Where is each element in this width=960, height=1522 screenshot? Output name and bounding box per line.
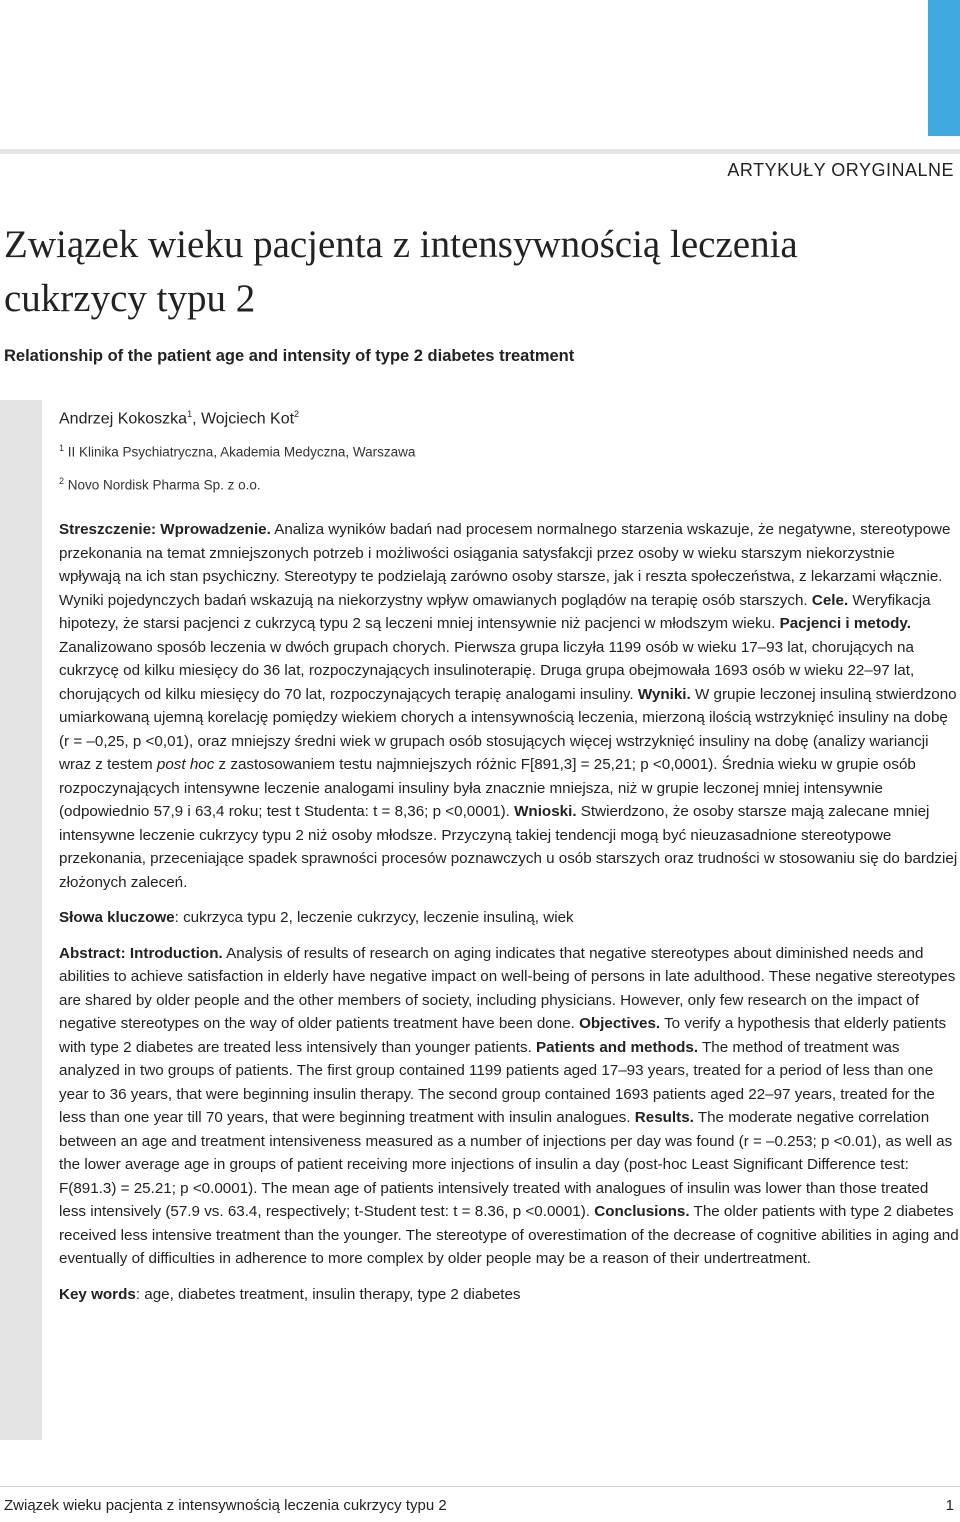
left-margin-band bbox=[0, 400, 42, 1440]
abstract-heading: Introduction. bbox=[125, 944, 223, 962]
polish-keywords bbox=[59, 906, 959, 930]
page-number: 1 bbox=[945, 1497, 954, 1514]
article-subtitle: Relationship of the patient age and intensity of type 2 diabetes treatment bbox=[4, 347, 575, 365]
author-name: Wojciech Kot bbox=[200, 410, 295, 428]
affiliation-marker: 2 bbox=[294, 409, 300, 419]
affiliation-text: Novo Nordisk Pharma Sp. z o.o. bbox=[64, 477, 261, 493]
abstract-text: To verify a hypothesis that elderly patients with type 2 diabetes are treated less intensively than younger patients. bbox=[59, 1015, 947, 1056]
abstract-text: Stwierdzono, że osoby starsze mają zalecane mniej intensywne leczenie cukrzycy typu 2 niż osoby młodsze. Przyczyną takiej tendencji mogą być nieuzasadnione stereotypowe przekonania, przeceniające spadek sprawności procesów poznawczych u osób starszych oraz trudności w stosowaniu się do bardziej złożonych zaleceń. bbox=[59, 803, 958, 891]
article-body bbox=[59, 404, 959, 1306]
abstract-heading: Results. bbox=[630, 1109, 694, 1127]
abstract-heading: Pacjenci i metody. bbox=[775, 615, 911, 633]
affiliation bbox=[59, 439, 959, 462]
abstract-heading: Wprowadzenie. bbox=[156, 521, 271, 539]
abstract-text: W grupie leczonej insuliną stwierdzono umiarkowaną ujemną korelację pomiędzy wiekiem chorych a intensywnością leczenia, mierzoną ilością wstrzyknięć insuliny na dobę (r = –0,25, p <0,01), oraz mniejszy średni wiek w grupach osób stosujących więcej wstrzyknięć insuliny na dobę (analizy wariancji wraz z testem bbox=[59, 685, 957, 774]
abstract-heading: Conclusions. bbox=[590, 1203, 690, 1221]
abstract-text: Analiza wyników badań nad procesem normalnego starzenia wskazuje, że negatywne, stereotypowe przekonania na temat zmniejszonych potrzeb i możliwości osiągania satysfakcji przez osoby w wieku starszym niekorzystnie wpływają na ich stan psychiczny. Stereotypy te podzielają zarówno osoby starsze, jak i reszta społeczeństwa, z lekarzami włącznie. Wyniki pojedynczych badań wskazują na niekorzystny wpływ omawianych poglądów na terapię osób starszych. bbox=[59, 521, 951, 609]
abstract-label: Streszczenie: bbox=[59, 521, 157, 539]
abstract-heading: Wyniki. bbox=[633, 685, 691, 703]
keywords-text: : age, diabetes treatment, insulin therapy, type 2 diabetes bbox=[135, 1285, 521, 1303]
abstract-heading: Objectives. bbox=[574, 1015, 661, 1033]
running-title: Związek wieku pacjenta z intensywnością leczenia cukrzycy typu 2 bbox=[4, 1497, 447, 1514]
keywords-text: : cukrzyca typu 2, leczenie cukrzycy, leczenie insuliną, wiek bbox=[174, 909, 574, 927]
authors bbox=[59, 404, 959, 429]
keywords-label: Key words bbox=[59, 1285, 136, 1303]
article-title: Związek wieku pacjenta z intensywnością leczenia cukrzycy typu 2 bbox=[4, 223, 798, 320]
affiliation-marker: 2 bbox=[59, 475, 65, 486]
abstract-text: z zastosowaniem testu najmniejszych różnic F[891,3] = 25,21; p <0,0001). Średnia wieku w grupie osób rozpoczynających intensywne leczenie analogami insuliny była znacznie mniejsza, niż w grupie leczonej mniej intensywnie (odpowiednio 57,9 i 63,4 roku; test t Studenta: t = 8,36; p <0,0001). bbox=[59, 756, 916, 821]
english-abstract bbox=[59, 942, 959, 1271]
keywords-label: Słowa kluczowe bbox=[59, 909, 175, 927]
abstract-text: The method of treatment was analyzed in two groups of patients. The first group contained 1199 patients aged 17–93 years, treated for a period of less than one year to 36 years, that were beginning insulin therapy. The second group contained 1693 patients aged 22–97 years, treated for the less than one year till 70 years, that were beginning treatment with insulin analogues. bbox=[59, 1038, 935, 1127]
affiliation-marker: 1 bbox=[187, 409, 193, 419]
abstract-heading: Wnioski. bbox=[509, 803, 577, 821]
abstract-heading: Cele. bbox=[807, 591, 849, 609]
abstract-text: Zanalizowano sposób leczenia w dwóch grupach chorych. Pierwsza grupa liczyła 1199 osób w wieku 17–93 lat, chorujących na cukrzycę od kilku miesięcy do 36 lat, rozpoczynających insulinoterapię. Druga grupa obejmowała 1693 osób w wieku 22–97 lat, chorujących od kilku miesięcy do 70 lat, rozpoczynających terapię analogami insuliny. bbox=[59, 638, 915, 703]
section-label: ARTYKUŁY ORYGINALNE bbox=[727, 160, 954, 180]
footer-rule bbox=[0, 1486, 960, 1487]
abstract-text: Weryfikacja hipotezy, że starsi pacjenci z cukrzycą typu 2 są leczeni mniej intensywnie niż pacjenci w młodszym wieku. bbox=[59, 591, 931, 633]
author-separator: , bbox=[192, 410, 201, 428]
abstract-text: Analysis of results of research on aging indicates that negative stereotypes about diminished needs and abilities to achieve satisfaction in elderly have negative impact on well-being of persons in late adulthood. These negative stereotypes are shared by older people and the other members of society, including physicians. However, only few research on the impact of negative stereotypes on the way of older patients treatment have been done. bbox=[59, 944, 956, 1033]
top-rule bbox=[0, 149, 960, 154]
abstract-text: The moderate negative correlation between an age and treatment intensiveness measured as a number of injections per day was found (r = –0.253; p <0.01), as well as the lower average age in groups of patient receiving more injections of insulin a day (post-hoc Least Significant Difference test: F(891.3) = 25.21; p <0.0001). The mean age of patients intensively treated with analogues of insulin was lower than those treated less intensively (57.9 vs. 63.4, respectively; t-Student test: t = 8.36, p <0.0001). bbox=[59, 1109, 953, 1221]
abstract-italic: post hoc bbox=[156, 756, 215, 774]
abstract-heading: Patients and methods. bbox=[531, 1038, 699, 1056]
author-name: Andrzej Kokoszka bbox=[59, 410, 188, 428]
english-keywords bbox=[59, 1283, 959, 1307]
accent-bar bbox=[928, 0, 960, 136]
affiliation bbox=[59, 472, 959, 495]
affiliation-marker: 1 bbox=[59, 443, 65, 454]
abstract-text: The older patients with type 2 diabetes received less intensive treatment than the younger. The stereotype of overestimation of the decrease of cognitive abilities in aging and eventually of difficulties in adherence to more complex by older people may be a reason of their undertreatment. bbox=[59, 1203, 959, 1268]
abstract-label: Abstract: bbox=[59, 944, 126, 962]
polish-abstract bbox=[59, 518, 959, 894]
affiliation-text: II Klinika Psychiatryczna, Akademia Medyczna, Warszawa bbox=[64, 444, 416, 460]
